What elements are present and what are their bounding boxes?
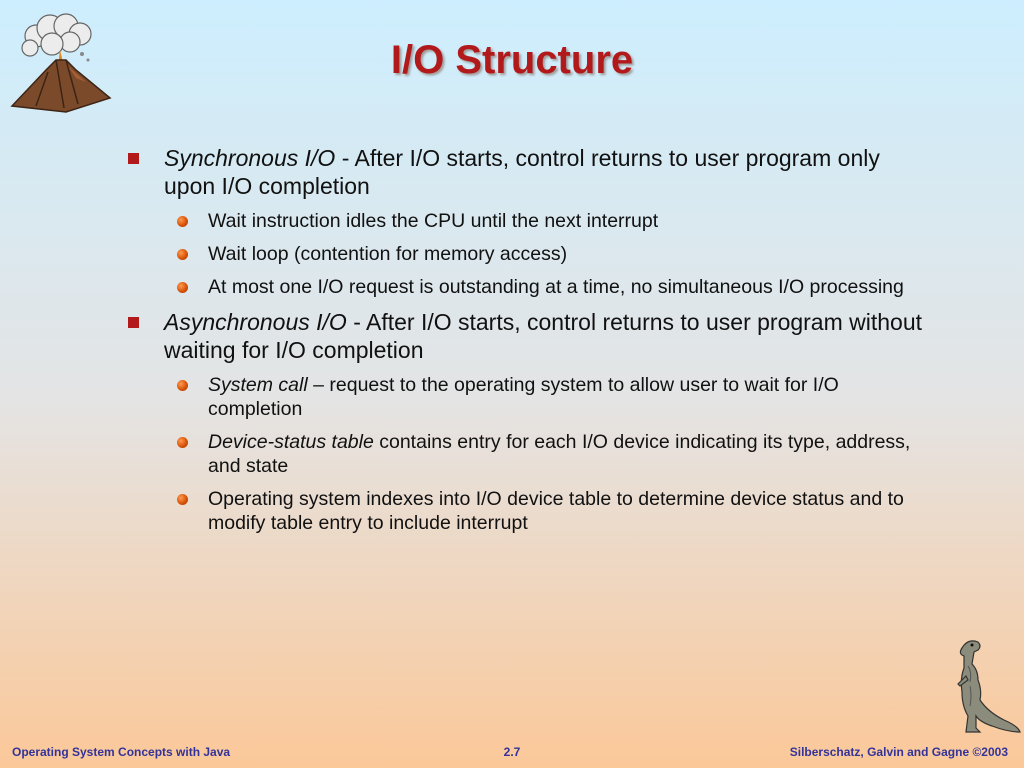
round-bullet-icon bbox=[177, 437, 188, 448]
round-bullet-icon bbox=[177, 282, 188, 293]
bullet-list bbox=[128, 144, 928, 535]
slide-title: I/O Structure bbox=[390, 38, 634, 82]
round-bullet-icon bbox=[177, 494, 188, 505]
bullet-text: - After I/O starts, control returns to user program only upon I/O completion bbox=[164, 145, 880, 199]
sub-bullet-text: Operating system indexes into I/O device table to determine device status and to modify table entry to include interrupt bbox=[208, 488, 904, 534]
sub-bullet bbox=[164, 242, 928, 266]
round-bullet-icon bbox=[177, 249, 188, 260]
round-bullet-icon bbox=[177, 216, 188, 227]
footer-page-number: 2.7 bbox=[503, 745, 521, 759]
sub-bullet bbox=[164, 209, 928, 233]
sub-bullet bbox=[164, 430, 928, 478]
sub-bullet bbox=[164, 373, 928, 421]
sub-bullet-term: Device-status table bbox=[208, 431, 374, 453]
dinosaur-icon bbox=[948, 636, 1022, 736]
bullet-text: - After I/O starts, control returns to user program without waiting for I/O completion bbox=[164, 309, 923, 363]
square-bullet-icon bbox=[128, 317, 139, 328]
sub-bullet bbox=[164, 275, 928, 299]
footer-course: Operating System Concepts with Java bbox=[12, 745, 231, 759]
sub-bullet-term: System call bbox=[208, 374, 308, 396]
bullet-asynchronous-io bbox=[128, 308, 928, 364]
bullet-synchronous-io bbox=[128, 144, 928, 200]
sub-bullet-text: Wait loop (contention for memory access) bbox=[208, 243, 568, 265]
bullet-term: Synchronous I/O bbox=[164, 145, 336, 171]
sub-bullet bbox=[164, 487, 928, 535]
sub-bullet-text: – request to the operating system to allow user to wait for I/O completion bbox=[208, 374, 839, 420]
sub-bullet-text: Wait instruction idles the CPU until the next interrupt bbox=[208, 210, 659, 232]
round-bullet-icon bbox=[177, 380, 188, 391]
footer-copyright: Silberschatz, Galvin and Gagne ©2003 bbox=[789, 745, 1008, 759]
sub-bullet-text: contains entry for each I/O device indicating its type, address, and state bbox=[208, 431, 911, 477]
sub-bullet-text: At most one I/O request is outstanding at a time, no simultaneous I/O processing bbox=[208, 276, 904, 298]
square-bullet-icon bbox=[128, 153, 139, 164]
bullet-term: Asynchronous I/O bbox=[164, 309, 347, 335]
